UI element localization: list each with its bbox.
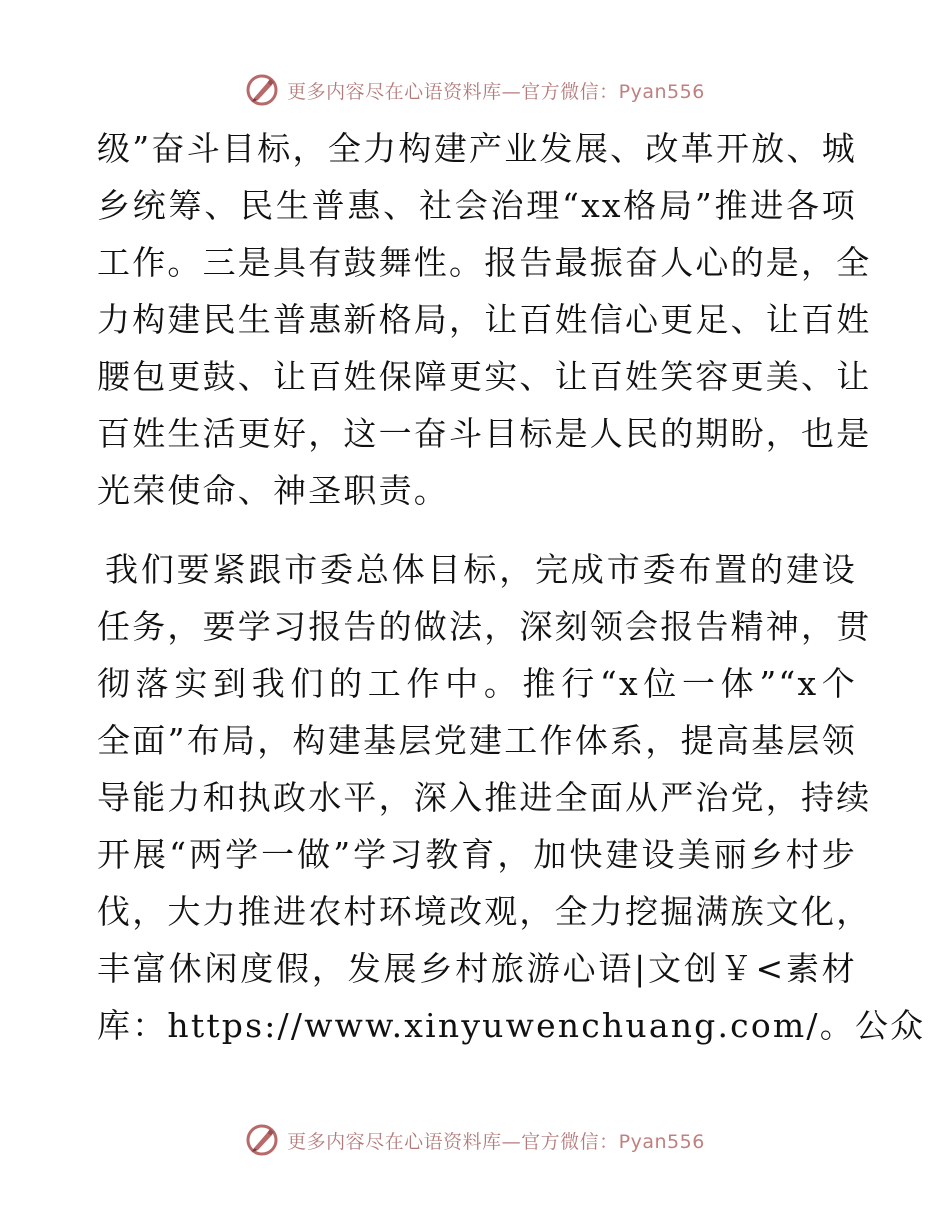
text-line: 力构建民生普惠新格局，让百姓信心更足、让百姓 [97, 300, 872, 339]
header-banner-handle: Pyan556 [618, 80, 705, 103]
header-banner-text: 更多内容尽在心语资料库—官方微信：Pyan556 [287, 80, 705, 103]
text-line: 库：https://www.xinyuwenchuang.com/。公众 [97, 1006, 926, 1045]
document-body [97, 120, 926, 1054]
pen-logo-icon [245, 1123, 279, 1157]
text-line: 导能力和执政水平，深入推进全面从严治党，持续 [97, 778, 872, 817]
footer-banner-handle: Pyan556 [618, 1130, 705, 1153]
text-line: 彻落实到我们的工作中。推行“x位一体”“x个 [97, 664, 857, 703]
text-line: 我们要紧跟市委总体目标，完成市委布置的建设 [105, 550, 857, 589]
header-banner [0, 70, 950, 110]
text-line: 全面”布局，构建基层党建工作体系，提高基层领 [97, 721, 857, 760]
text-line: 光荣使命、神圣职责。 [97, 471, 449, 510]
text-line: 级”奋斗目标，全力构建产业发展、改革开放、城 [97, 129, 857, 168]
text-line: 百姓生活更好，这一奋斗目标是人民的期盼，也是 [97, 414, 872, 453]
text-line: 乡统筹、民生普惠、社会治理“xx格局”推进各项 [97, 186, 857, 225]
pen-logo-icon [245, 73, 279, 107]
footer-banner-text: 更多内容尽在心语资料库—官方微信：Pyan556 [287, 1130, 705, 1153]
text-line: 开展“两学一做”学习教育，加快建设美丽乡村步 [97, 835, 857, 874]
text-line: 腰包更鼓、让百姓保障更实、让百姓笑容更美、让 [97, 357, 872, 396]
text-line: 工作。三是具有鼓舞性。报告最振奋人心的是，全 [97, 243, 872, 282]
paragraph-2 [97, 541, 926, 1054]
text-line: 丰富休闲度假，发展乡村旅游心语|文创￥<素材 [97, 949, 857, 988]
text-line: 任务，要学习报告的做法，深刻领会报告精神，贯 [97, 607, 872, 646]
paragraph-spacer [97, 519, 857, 541]
paragraph-1 [97, 120, 872, 519]
footer-banner [0, 1120, 950, 1160]
text-line: 伐，大力推进农村环境改观，全力挖掘满族文化， [97, 892, 872, 931]
